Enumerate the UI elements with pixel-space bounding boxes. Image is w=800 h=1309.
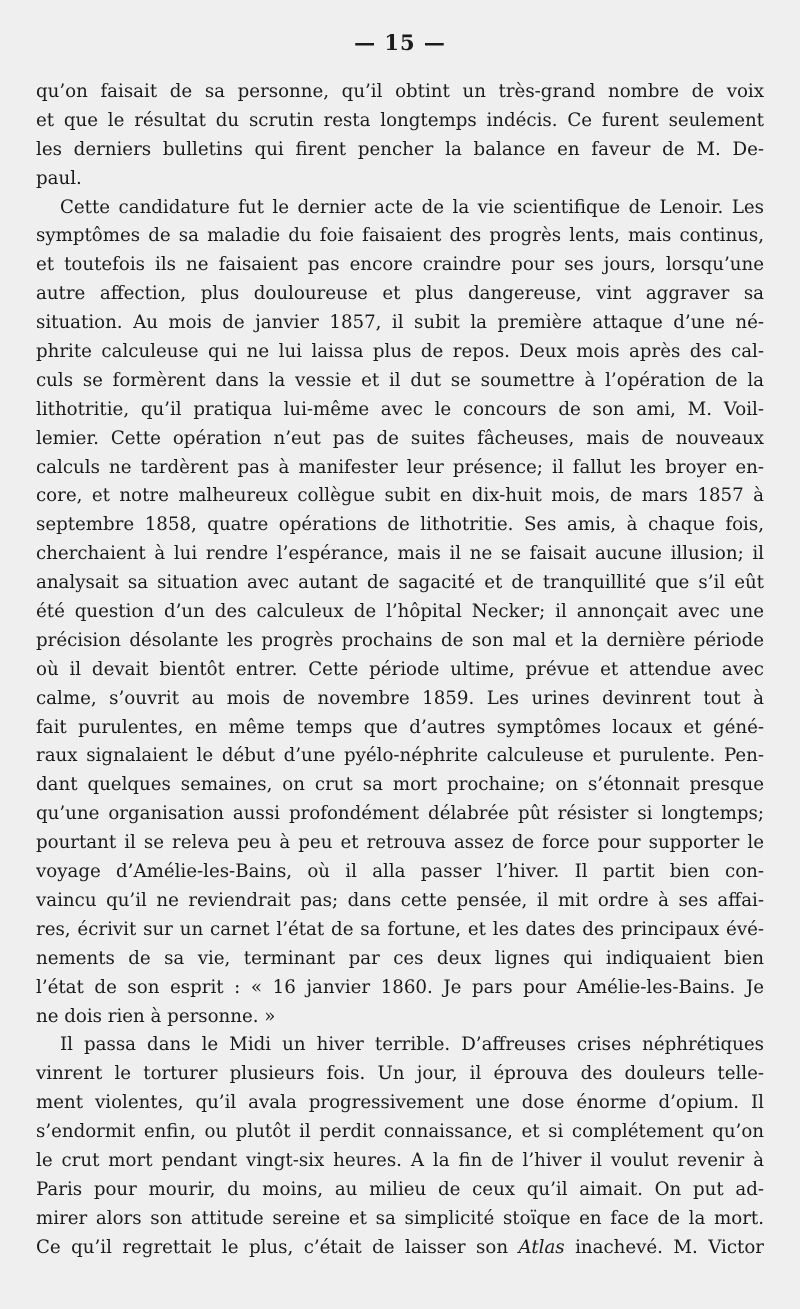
text-line: ment violentes, qu’il avala progressivement une dose énorme d’opium. Il — [36, 1092, 764, 1114]
text-line: été question d’un des calculeux de l’hôpital Necker; il annonçait avec une — [36, 601, 764, 623]
text-line: où il devait bientôt entrer. Cette période ultime, prévue et attendue avec — [36, 658, 764, 680]
text-line: précision désolante les progrès prochains de son mal et la dernière période — [36, 629, 764, 651]
text-line-last — [36, 1234, 764, 1263]
text-line: voyage d’Amélie-les-Bains, où il alla passer l’hiver. Il partit bien con- — [36, 861, 764, 883]
text-line: situation. Au mois de janvier 1857, il subit la première attaque d’une né- — [36, 312, 764, 334]
text-line: analysait sa situation avec autant de sagacité et de tranquillité que s’il eût — [36, 572, 764, 594]
text-line: fait purulentes, en même temps que d’autres symptômes locaux et géné- — [36, 716, 764, 738]
text-segment: inachevé. M. Victor — [564, 1236, 764, 1258]
text-line: le crut mort pendant vingt-six heures. A la fin de l’hiver il voulut revenir à — [36, 1149, 764, 1171]
text-line: et que le résultat du scrutin resta longtemps indécis. Ce furent seulement — [36, 109, 764, 131]
text-line: raux signalaient le début d’une pyélo-néphrite calculeuse et purulente. Pen- — [36, 745, 764, 767]
text-line: qu’une organisation aussi profondément délabrée pût résister si longtemps; — [36, 803, 764, 825]
text-line: et toutefois ils ne faisaient pas encore craindre pour ses jours, lorsqu’une — [36, 254, 764, 276]
text-line: calculs ne tardèrent pas à manifester leur présence; il fallut les broyer en- — [36, 456, 764, 478]
text-line: nements de sa vie, terminant par ces deux lignes qui indiquaient bien — [36, 947, 764, 969]
text-line: s’endormit enfin, ou plutôt il perdit connaissance, et si complétement qu’on — [36, 1121, 764, 1143]
text-line: vinrent le torturer plusieurs fois. Un jour, il éprouva des douleurs telle- — [36, 1063, 764, 1085]
text-line: vaincu qu’il ne reviendrait pas; dans cette pensée, il mit ordre à ses affai- — [36, 889, 764, 911]
text-line: mirer alors son attitude sereine et sa simplicité stoïque en face de la mort. — [36, 1207, 764, 1229]
body-text — [36, 78, 764, 1263]
text-line: autre affection, plus douloureuse et plus dangereuse, vint aggraver sa — [36, 283, 764, 305]
text-line: l’état de son esprit : « 16 janvier 1860. Je pars pour Amélie-les-Bains. Je — [36, 976, 764, 998]
text-line: ne dois rien à personne. » — [36, 1005, 276, 1027]
text-line: Il passa dans le Midi un hiver terrible. D’affreuses crises néphrétiques — [60, 1034, 764, 1056]
text-line: phrite calculeuse qui ne lui laissa plus de repos. Deux mois après des cal- — [36, 341, 764, 363]
text-line: cherchaient à lui rendre l’espérance, mais il ne se faisait aucune illusion; il — [36, 543, 764, 565]
text-line: core, et notre malheureux collègue subit en dix-huit mois, de mars 1857 à — [36, 485, 764, 507]
text-line: res, écrivit sur un carnet l’état de sa fortune, et les dates des principaux évé- — [36, 918, 764, 940]
text-line: Paris pour mourir, du moins, au milieu de ceux qu’il aimait. On put ad- — [36, 1178, 764, 1200]
page-number: — 15 — — [354, 30, 446, 55]
atlas-title: Atlas — [518, 1236, 565, 1258]
text-line: les derniers bulletins qui firent pencher la balance en faveur de M. De- — [36, 138, 764, 160]
text-line: dant quelques semaines, on crut sa mort prochaine; on s’étonnait presque — [36, 774, 764, 796]
text-line: symptômes de sa maladie du foie faisaient des progrès lents, mais continus, — [36, 225, 764, 247]
text-segment: Ce qu’il regrettait le plus, c’était de laisser son — [36, 1236, 519, 1258]
text-line: calme, s’ouvrit au mois de novembre 1859. Les urines devinrent tout à — [36, 687, 764, 709]
text-line: pourtant il se releva peu à peu et retrouva assez de force pour supporter le — [36, 832, 764, 854]
text-line: septembre 1858, quatre opérations de lithotritie. Ses amis, à chaque fois, — [36, 514, 764, 536]
text-line: qu’on faisait de sa personne, qu’il obtint un très-grand nombre de voix — [36, 81, 764, 102]
text-line: culs se formèrent dans la vessie et il dut se soumettre à l’opération de la — [36, 369, 764, 391]
text-line: lemier. Cette opération n’eut pas de suites fâcheuses, mais de nouveaux — [36, 427, 764, 449]
text-line: Cette candidature fut le dernier acte de la vie scientifique de Lenoir. Les — [60, 196, 764, 218]
text-line: paul. — [36, 167, 82, 189]
text-line: lithotritie, qu’il pratiqua lui-même avec le concours de son ami, M. Voil- — [36, 398, 764, 420]
